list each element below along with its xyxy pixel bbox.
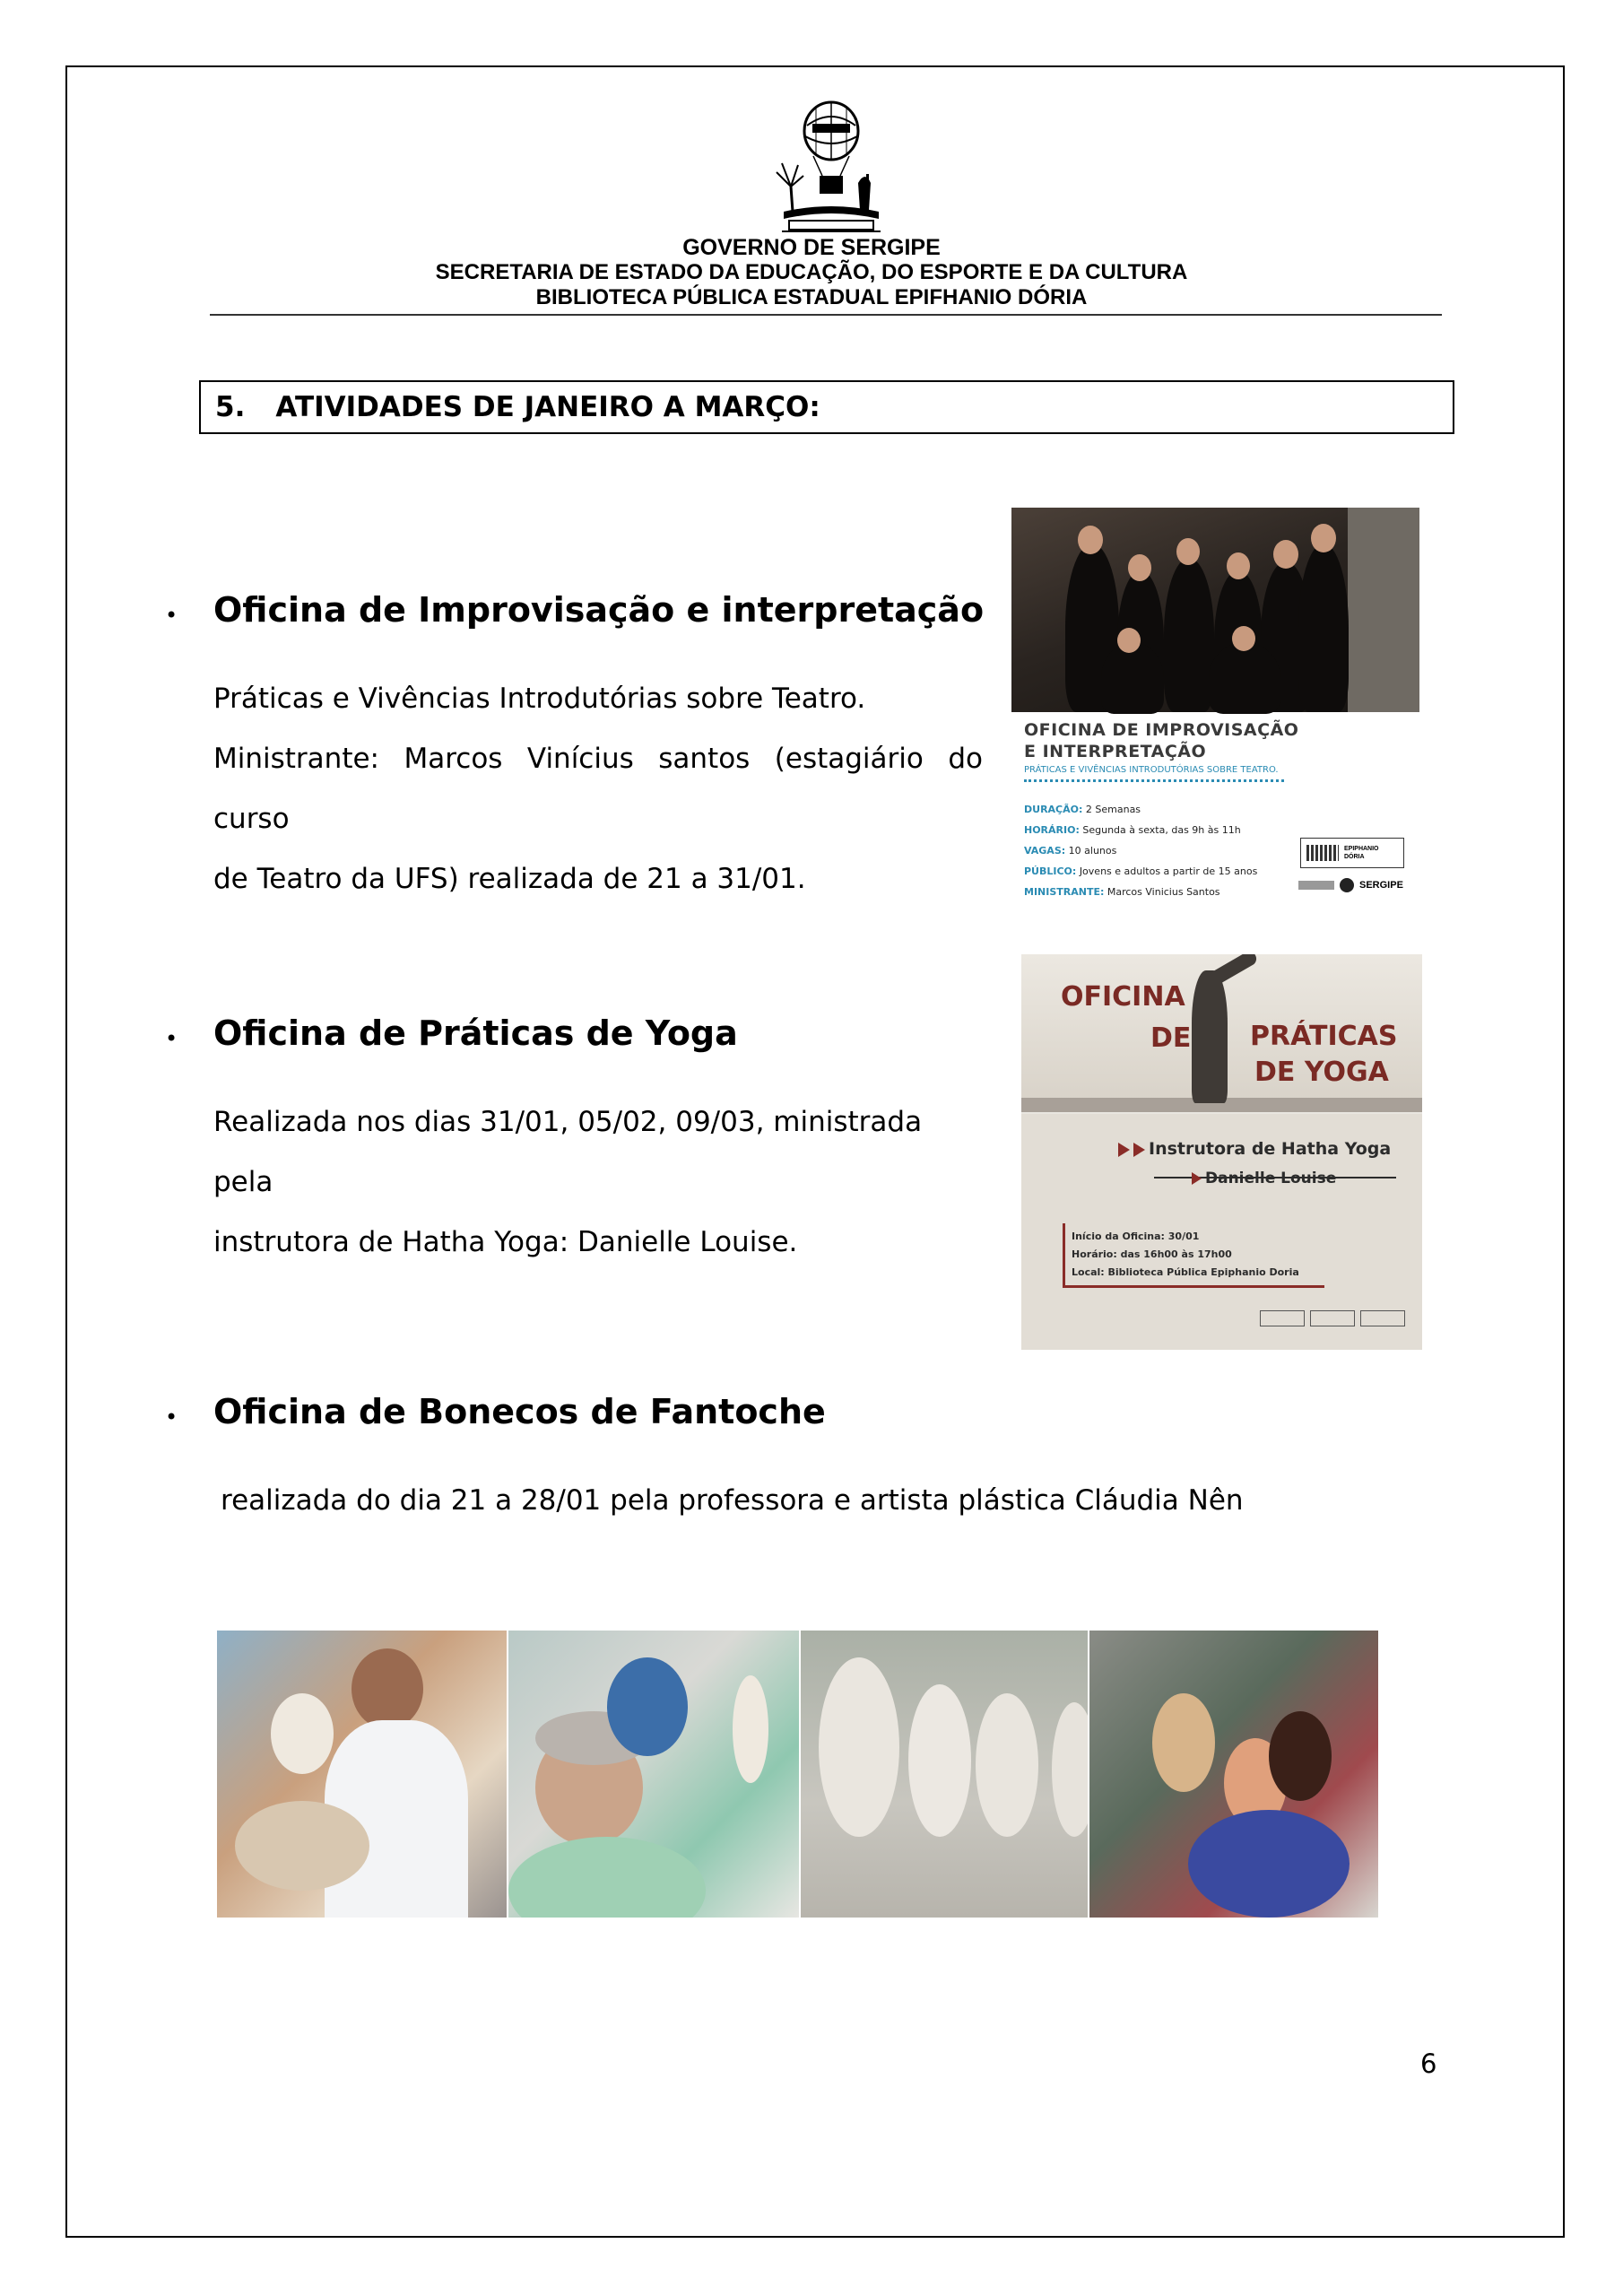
desc-line: instrutora de Hatha Yoga: Danielle Louise. bbox=[213, 1226, 798, 1258]
bullet-icon: • bbox=[165, 603, 178, 628]
info-key: DURAÇÃO: bbox=[1024, 804, 1083, 815]
info-value: Marcos Vinicius Santos bbox=[1107, 886, 1220, 898]
library-logo-line: DÓRIA bbox=[1344, 854, 1365, 860]
activity-desc-improvisation bbox=[213, 669, 983, 909]
poster1-info-slots bbox=[1024, 845, 1116, 857]
poster1-info-audience bbox=[1024, 865, 1257, 877]
poster2-word: OFICINA bbox=[1061, 981, 1185, 1013]
info-key: PÚBLICO: bbox=[1024, 865, 1077, 877]
header-library: BIBLIOTECA PÚBLICA ESTADUAL EPIFHANIO DÓRIA bbox=[535, 285, 1088, 309]
poster1-title-line: E INTERPRETAÇÃO bbox=[1024, 742, 1207, 761]
poster2-info: Local: Biblioteca Pública Epiphanio Doria bbox=[1072, 1266, 1299, 1278]
yoga-silhouette-icon bbox=[1192, 970, 1228, 1103]
desc-line: Ministrante: Marcos Vinícius santos (estagiário do curso bbox=[213, 743, 983, 835]
poster2-info: Início da Oficina: 30/01 bbox=[1072, 1231, 1200, 1242]
state-crest-icon bbox=[773, 100, 890, 235]
bullet-icon: • bbox=[165, 1405, 178, 1430]
info-value: 2 Semanas bbox=[1085, 804, 1141, 815]
poster1-title bbox=[1024, 719, 1298, 762]
activity-desc-yoga bbox=[213, 1092, 983, 1273]
info-key: HORÁRIO: bbox=[1024, 824, 1080, 836]
header-government: GOVERNO DE SERGIPE bbox=[682, 235, 941, 260]
desc-line: Realizada nos dias 31/01, 05/02, 09/03, ministrada pela bbox=[213, 1106, 923, 1198]
poster2-instructor-label bbox=[1118, 1139, 1391, 1159]
instructor-label-text: Instrutora de Hatha Yoga bbox=[1149, 1139, 1392, 1159]
photo-puppet-heads bbox=[801, 1631, 1088, 1918]
poster1-dotted-rule bbox=[1024, 779, 1284, 782]
poster2-info: Horário: das 16h00 às 17h00 bbox=[1072, 1248, 1232, 1260]
desc-line: de Teatro da UFS) realizada de 21 a 31/01. bbox=[213, 863, 806, 895]
state-logo-icon bbox=[1360, 1310, 1405, 1326]
page-number: 6 bbox=[1420, 2048, 1437, 2079]
poster2-logos bbox=[1260, 1309, 1412, 1328]
poster2-word: DE bbox=[1150, 1022, 1192, 1054]
info-value: 10 alunos bbox=[1068, 845, 1117, 857]
activity-title-improvisation: Oficina de Improvisação e interpretação bbox=[213, 590, 985, 630]
library-logo bbox=[1300, 838, 1404, 868]
play-arrow-icon bbox=[1192, 1172, 1202, 1185]
info-key: VAGAS: bbox=[1024, 845, 1066, 857]
poster-photo-actors bbox=[1011, 508, 1419, 712]
bullet-icon: • bbox=[165, 1026, 178, 1051]
photo-workshop-boy bbox=[217, 1631, 507, 1918]
desc-line: Práticas e Vivências Introdutórias sobre Teatro. bbox=[213, 683, 866, 715]
poster-yoga bbox=[1021, 954, 1422, 1350]
header-divider bbox=[210, 314, 1442, 316]
poster2-word: DE YOGA bbox=[1254, 1057, 1389, 1088]
poster1-info-schedule bbox=[1024, 824, 1241, 836]
state-logo bbox=[1298, 874, 1406, 897]
poster2-word: PRÁTICAS bbox=[1250, 1021, 1398, 1052]
activity-title-yoga: Oficina de Práticas de Yoga bbox=[213, 1013, 738, 1053]
state-seal-icon bbox=[1340, 878, 1354, 892]
info-key: MINISTRANTE: bbox=[1024, 886, 1105, 898]
section-number: 5. bbox=[215, 391, 246, 423]
library-logo-icon bbox=[1260, 1310, 1305, 1326]
agency-logo-icon bbox=[1310, 1310, 1355, 1326]
play-arrow-icon bbox=[1118, 1143, 1130, 1157]
photo-finished-puppets bbox=[1089, 1631, 1378, 1918]
poster2-instructor-name bbox=[1192, 1170, 1336, 1187]
info-value: Segunda à sexta, das 9h às 11h bbox=[1082, 824, 1241, 836]
library-building-icon bbox=[1306, 845, 1339, 861]
poster1-subtitle: PRÁTICAS E VIVÊNCIAS INTRODUTÓRIAS SOBRE TEATRO. bbox=[1024, 765, 1279, 775]
section-heading bbox=[199, 380, 1454, 434]
poster-improvisation bbox=[1011, 508, 1419, 902]
state-logo-text: SERGIPE bbox=[1359, 880, 1403, 891]
activity-title-puppets: Oficina de Bonecos de Fantoche bbox=[213, 1392, 826, 1431]
agency-mark-icon bbox=[1298, 881, 1334, 890]
photo-workshop-woman bbox=[508, 1631, 799, 1918]
instructor-name-text: Danielle Louise bbox=[1205, 1170, 1337, 1187]
poster1-info-instructor bbox=[1024, 886, 1220, 898]
library-logo-line: EPIPHANIO bbox=[1344, 846, 1379, 852]
info-value: Jovens e adultos a partir de 15 anos bbox=[1079, 865, 1258, 877]
header-secretariat: SECRETARIA DE ESTADO DA EDUCAÇÃO, DO ESPORTE E DA CULTURA bbox=[435, 260, 1188, 284]
poster1-title-line: OFICINA DE IMPROVISAÇÃO bbox=[1024, 720, 1299, 740]
activity-desc-puppets: realizada do dia 21 a 28/01 pela professora e artista plástica Cláudia Nên bbox=[221, 1484, 1244, 1517]
section-title: ATIVIDADES DE JANEIRO A MARÇO: bbox=[275, 391, 820, 423]
play-arrow-icon bbox=[1133, 1143, 1145, 1157]
poster1-info-duration bbox=[1024, 804, 1141, 815]
